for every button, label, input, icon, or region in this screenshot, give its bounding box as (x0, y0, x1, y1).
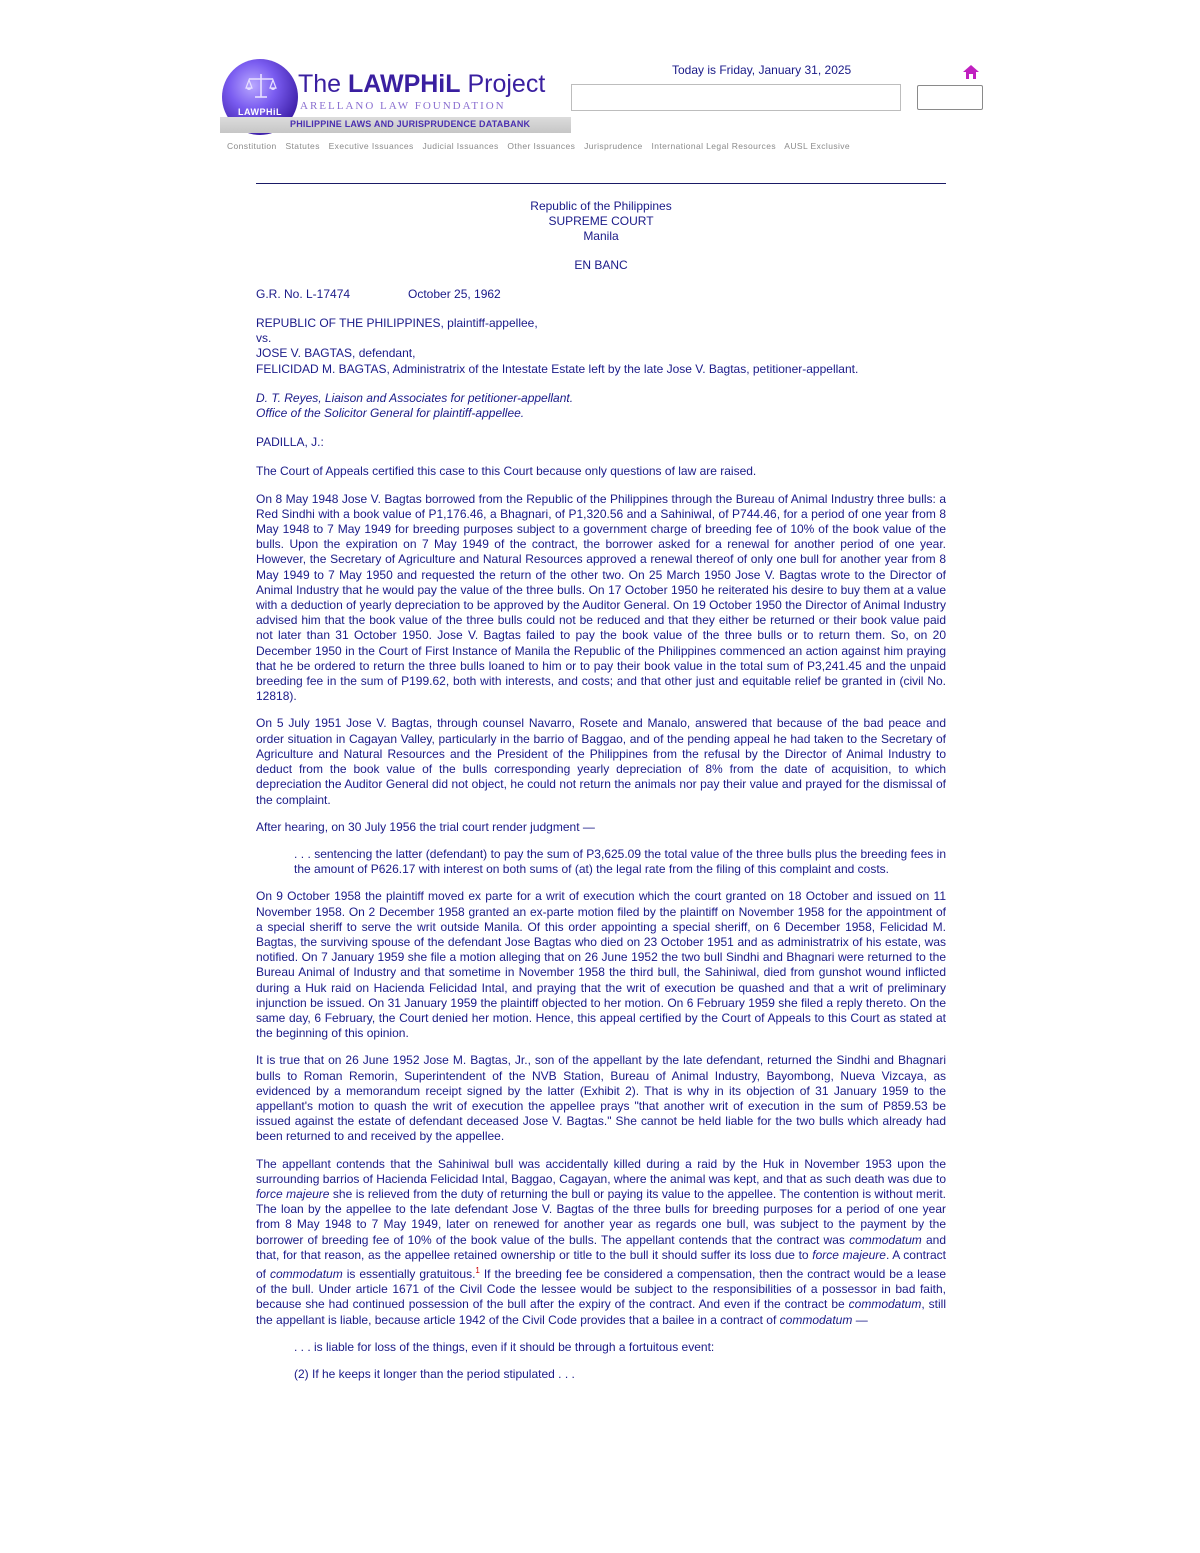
nav-other-issuances[interactable]: Other Issuances (507, 141, 576, 151)
text-run: is essentially gratuitous. (342, 1266, 476, 1281)
site-title[interactable] (298, 70, 545, 99)
term-force-majeure: force majeure (256, 1186, 330, 1201)
decision-document (256, 199, 946, 1394)
counsel-petitioner (256, 391, 946, 406)
counsel-appellee-text: Office of the Solicitor General for plaintiff-appellee. (256, 406, 525, 421)
paragraph: On 5 July 1951 Jose V. Bagtas, through counsel Navarro, Rosete and Manalo, answered that because of the bad peace and order situation in Cagayan Valley, particularly in the barrio of Baggao, and of the pending appeal he had taken to the Secretary of Agriculture and Natural Resources and the President of the Philippines from the refusal by the Director of Animal Industry to deduct from the book value of the bulls corresponding yearly depreciation of 8% from the date of acquisition, to which depreciation the Auditor General did not object, he could not return the animals nor pay their value and prayed for the dismissal of the complaint. (256, 716, 946, 807)
block-quote: . . . is liable for loss of the things, even if it should be through a fortuitous event: (294, 1339, 715, 1354)
site-title-suffix: Project (460, 70, 546, 98)
versus: vs. (256, 331, 272, 346)
nav-jurisprudence[interactable]: Jurisprudence (584, 141, 643, 151)
term-commodatum: commodatum (849, 1232, 922, 1247)
text-run: . A contract of (256, 1247, 946, 1281)
city-heading: Manila (583, 229, 619, 244)
paragraph: The Court of Appeals certified this case to this Court because only questions of law are raised. (256, 464, 757, 479)
case-number-line (256, 287, 946, 302)
term-force-majeure: force majeure (812, 1247, 886, 1262)
main-navigation (227, 141, 856, 151)
nav-constitution[interactable]: Constitution (227, 141, 277, 151)
site-tagline-bar (220, 117, 571, 133)
ponente: PADILLA, J.: (256, 435, 324, 450)
paragraph: After hearing, on 30 July 1956 the trial court render judgment — (256, 819, 595, 834)
counsel-petitioner-text: D. T. Reyes, Liaison and Associates for petitioner-appellant. (256, 390, 574, 405)
site-tagline: PHILIPPINE LAWS AND JURISPRUDENCE DATABANK (290, 119, 531, 129)
nav-judicial-issuances[interactable]: Judicial Issuances (422, 141, 499, 151)
today-date: Today is Friday, January 31, 2025 (672, 63, 852, 77)
seal-text: LAWPHiL (238, 107, 282, 117)
scales-of-justice-icon (244, 71, 278, 101)
paragraph: On 9 October 1958 the plaintiff moved ex parte for a writ of execution which the court granted on 18 October and issued on 11 November 1958. On 2 December 1958 granted an ex-parte motion filed by the plaintiff on November 1958 for the appointment of a special sheriff to serve the writ outside Manila. Of this order appointing a special sheriff, on 6 December 1958, Felicidad M. Bagtas, the surviving spouse of the defendant Jose Bagtas who died on 23 October 1951 and as administratrix of his estate, was notified. On 7 January 1959 she file a motion alleging that on 26 June 1952 the two bull Sindhi and Bhagnari were returned to the Bureau Animal of Industry and that sometime in November 1958 the third bull, the Sahiniwal, died from gunshot wound inflicted during a Huk raid on Hacienda Felicidad Intal, and praying that the writ of execution be quashed and that a writ of preliminary injunction be issued. On 31 January 1959 the plaintiff objected to her motion. On 6 February 1959 she filed a reply thereto. On the same day, 6 February, the Court denied her motion. Hence, this appeal certified by the Court of Appeals to this Court as stated at the beginning of this opinion. (256, 889, 946, 1041)
text-run: If the breeding fee be considered a compensation, then the contract would be a lease of the bull. Under article 1671 of the Civil Code the lessee would be subject to the responsibilities of a possessor in bad faith, because she had continued possession of the bull after the expiry of the contract. And even if the contract be (256, 1266, 946, 1312)
site-title-prefix: The (298, 70, 349, 98)
nav-statutes[interactable]: Statutes (285, 141, 320, 151)
term-commodatum: commodatum (270, 1266, 343, 1281)
paragraph: It is true that on 26 June 1952 Jose M. Bagtas, Jr., son of the appellant by the late defendant, returned the Sindhi and Bhagnari bulls to Roman Remorin, Superintendent of the NVB Station, Bureau of Animal Industry, Bayombong, Nueva Vizcaya, as evidenced by a memorandum receipt signed by the latter (Exhibit 2). That is why in its objection of 31 January 1959 to the appellant's motion to quash the writ of execution the appellee prays "that another writ of execution in the sum of P859.53 be issued against the estate of defendant deceased Jose V. Bagtas." She cannot be held liable for the two bulls which already had been returned to and received by the appellee. (256, 1053, 946, 1144)
site-title-bold: LAWPHiL (348, 70, 461, 98)
header-divider (256, 183, 946, 184)
search-button[interactable] (917, 85, 983, 110)
nav-executive-issuances[interactable]: Executive Issuances (328, 141, 414, 151)
term-commodatum: commodatum (779, 1312, 853, 1327)
search-input[interactable] (571, 84, 901, 111)
gr-number: G.R. No. L-17474 (256, 286, 351, 301)
party-defendant: JOSE V. BAGTAS, defendant, (256, 346, 416, 361)
paragraph: On 8 May 1948 Jose V. Bagtas borrowed from the Republic of the Philippines through the Bureau of Animal Industry three bulls: a Red Sindhi with a book value of P1,176.46, a Bhagnari, of P1,320.56 and a Sahiniwal, of P744.46, for a period of one year from 8 May 1948 to 7 May 1949 for breeding purposes subject to a government charge of breeding fee of 10% of the book value of the bulls. Upon the expiration on 7 May 1949 of the contract, the borrower asked for a renewal for another period of one year. However, the Secretary of Agriculture and Natural Resources approved a renewal thereof of only one bull for another year from 8 May 1949 to 7 May 1950 and requested the return of the other two. On 25 March 1950 Jose V. Bagtas wrote to the Director of Animal Industry that he would pay the value of the three bulls. On 17 October 1950 he reiterated his desire to buy them at a value with a deduction of yearly depreciation to be approved by the Auditor General. On 19 October 1950 the Director of Animal Industry advised him that the book value of the three bulls could not be reduced and that they either be returned or their book value paid not later than 31 October 1950. Jose V. Bagtas failed to pay the book value of the three bulls or to return them. So, on 20 December 1950 in the Court of First Instance of Manila the Republic of the Philippines commenced an action against him praying that he be ordered to return the three bulls loaned to him or to pay their book value in the total sum of P3,241.45 and the unpaid breeding fee in the sum of P199.62, both with interests, and costs; and that other just and equitable relief be granted in (civil No. 12818). (256, 491, 946, 704)
party-plaintiff: REPUBLIC OF THE PHILIPPINES, plaintiff-appellee, (256, 316, 538, 331)
gr-date: October 25, 1962 (408, 286, 501, 301)
text-run: and that, for that reason, as the appellee retained ownership or title to the bull it should suffer its loss due to (256, 1232, 946, 1262)
term-commodatum: commodatum (848, 1297, 922, 1312)
republic-heading: Republic of the Philippines (530, 199, 672, 213)
court-heading: SUPREME COURT (548, 214, 654, 229)
block-quote: (2) If he keeps it longer than the period stipulated . . . (294, 1367, 575, 1381)
block-quote: . . . sentencing the latter (defendant) to pay the sum of P3,625.09 the total value of the three bulls plus the breeding fees in the amount of P626.17 with interest on both sums of (at) the legal rate from the filing of this complaint and costs. (294, 846, 946, 877)
site-subtitle: ARELLANO LAW FOUNDATION (300, 100, 506, 112)
text-run: she is relieved from the duty of returning the bull or paying its value to the appellee. The contention is without merit. The loan by the appellee to the late defendant Jose V. Bagtas of the three bulls for breeding purposes for a period of one year from 8 May 1948 to 7 May 1949, later on renewed for another year as regards one bull, was subject to the payment by the borrower of breeding fee of 10% of the book value of the bulls. The appellant contends that the contract was (256, 1186, 946, 1247)
division-heading: EN BANC (574, 257, 628, 272)
counsel-appellee (256, 406, 946, 421)
text-run: The appellant contends that the Sahiniwal bull was accidentally killed during a raid by the Huk in November 1953 upon the surrounding barrios of Hacienda Felicidad Intal, Baggao, Cagayan, where the animal was kept, and that as such death was due to (256, 1156, 946, 1186)
nav-ausl-exclusive[interactable]: AUSL Exclusive (784, 141, 851, 151)
home-icon[interactable] (962, 64, 980, 80)
nav-international-legal-resources[interactable]: International Legal Resources (651, 141, 776, 151)
footnote-link[interactable]: 1 (475, 1265, 480, 1275)
paragraph (256, 1157, 946, 1328)
party-petitioner: FELICIDAD M. BAGTAS, Administratrix of the Intestate Estate left by the late Jose V. Bagtas, petitioner-appellant. (256, 361, 859, 376)
text-run: — (852, 1312, 868, 1327)
text-run: , still the appellant is liable, because article 1942 of the Civil Code provides that a bailee in a contract of (256, 1297, 947, 1327)
